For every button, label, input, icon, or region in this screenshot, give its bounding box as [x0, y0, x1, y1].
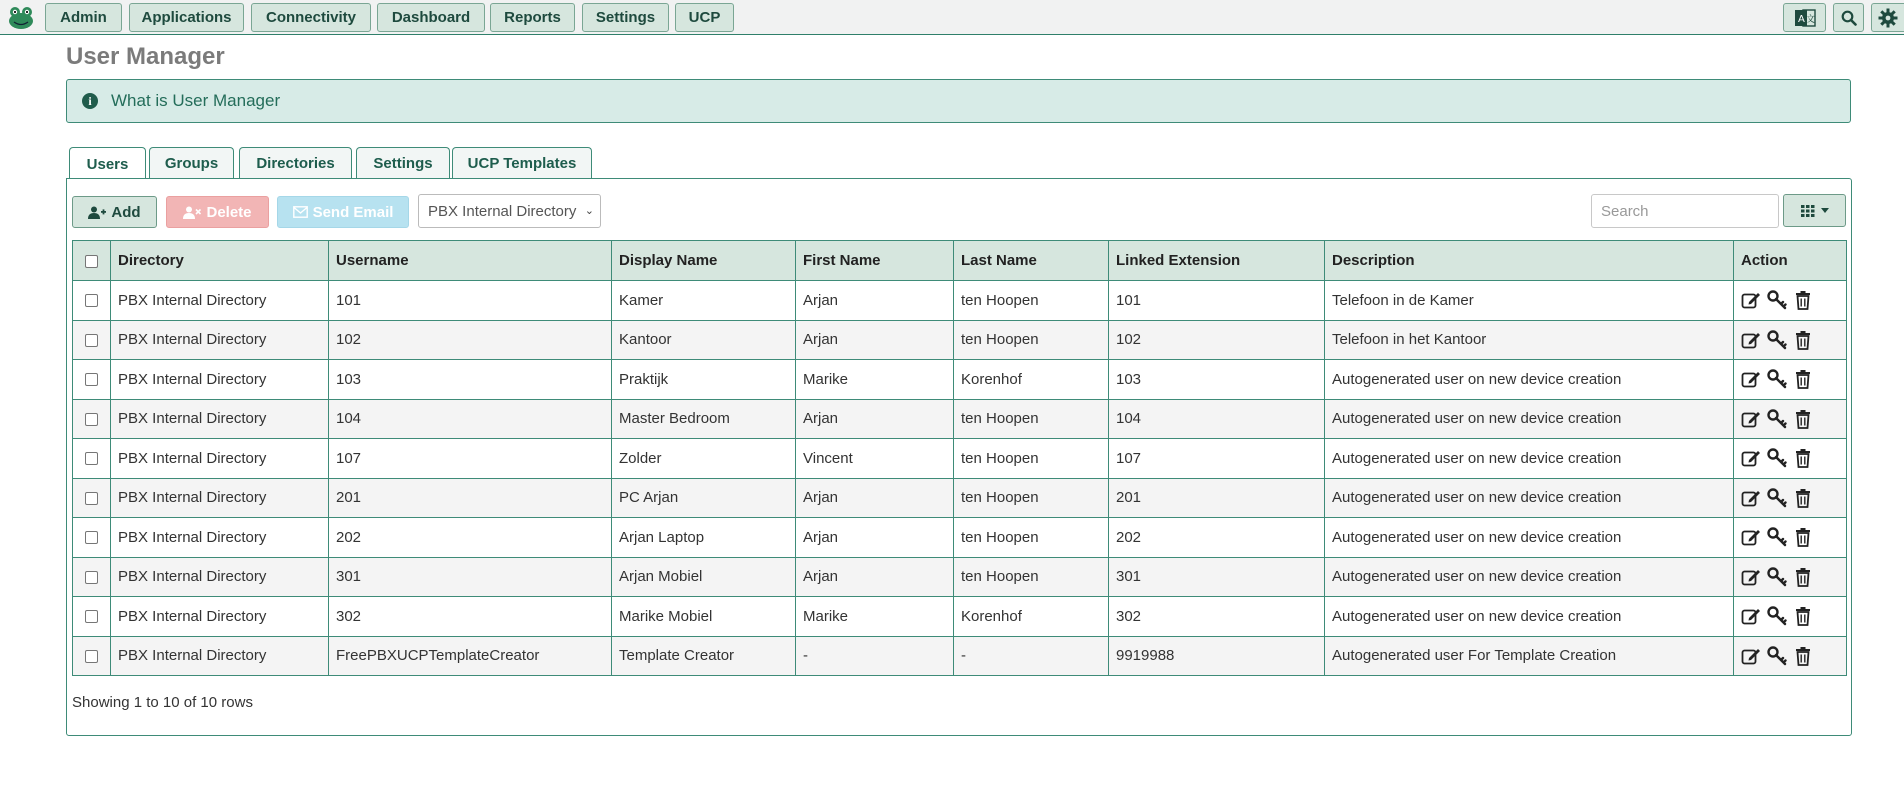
nav-ucp[interactable]: UCP: [675, 3, 734, 32]
row-checkbox[interactable]: [85, 531, 98, 544]
cell-extension: 104: [1109, 399, 1325, 439]
cell-directory: PBX Internal Directory: [111, 439, 329, 479]
table-row[interactable]: [73, 636, 1847, 676]
cell-actions: [1734, 281, 1847, 321]
table-header-row: [73, 241, 1847, 281]
cell-directory: PBX Internal Directory: [111, 478, 329, 518]
cell-description: Autogenerated user on new device creation: [1325, 597, 1734, 637]
row-select-cell: [73, 360, 111, 400]
key-icon[interactable]: [1767, 646, 1787, 666]
send-email-button[interactable]: [277, 196, 409, 228]
row-select-cell: [73, 399, 111, 439]
cell-description: Telefoon in de Kamer: [1325, 281, 1734, 321]
cell-display-name: Arjan Mobiel: [612, 557, 796, 597]
row-select-cell: [73, 636, 111, 676]
info-text[interactable]: What is User Manager: [111, 91, 281, 110]
cell-actions: [1734, 478, 1847, 518]
table-row[interactable]: [73, 597, 1847, 637]
tab-users[interactable]: Users: [69, 147, 146, 180]
language-icon: [1794, 9, 1816, 27]
cell-description: Autogenerated user For Template Creation: [1325, 636, 1734, 676]
cell-first-name: Arjan: [796, 518, 954, 558]
cell-directory: PBX Internal Directory: [111, 557, 329, 597]
cell-last-name: ten Hoopen: [954, 518, 1109, 558]
cell-first-name: Arjan: [796, 399, 954, 439]
column-header-first-name[interactable]: First Name: [796, 241, 954, 281]
gear-icon: [1878, 8, 1898, 28]
table-row[interactable]: [73, 360, 1847, 400]
key-icon[interactable]: [1767, 488, 1787, 508]
info-icon: i: [82, 93, 98, 109]
edit-icon[interactable]: [1741, 409, 1761, 429]
cell-display-name: Praktijk: [612, 360, 796, 400]
edit-icon[interactable]: [1741, 606, 1761, 626]
cell-extension: 102: [1109, 320, 1325, 360]
svg-text:A: A: [1797, 13, 1805, 25]
table-row[interactable]: [73, 439, 1847, 479]
cell-display-name: Template Creator: [612, 636, 796, 676]
edit-icon[interactable]: [1741, 527, 1761, 547]
cell-first-name: Arjan: [796, 281, 954, 321]
nav-connectivity[interactable]: Connectivity: [251, 3, 371, 32]
edit-icon[interactable]: [1741, 488, 1761, 508]
trash-icon[interactable]: [1793, 369, 1813, 389]
select-all-checkbox[interactable]: [85, 255, 98, 268]
cell-display-name: PC Arjan: [612, 478, 796, 518]
cell-last-name: -: [954, 636, 1109, 676]
trash-icon[interactable]: [1793, 567, 1813, 587]
cell-extension: 107: [1109, 439, 1325, 479]
svg-text:文: 文: [1805, 14, 1815, 25]
cell-last-name: ten Hoopen: [954, 281, 1109, 321]
tab-settings[interactable]: Settings: [356, 147, 450, 179]
cell-username: FreePBXUCPTemplateCreator: [329, 636, 612, 676]
nav-reports[interactable]: Reports: [490, 3, 575, 32]
cell-extension: 201: [1109, 478, 1325, 518]
row-select-cell: [73, 597, 111, 637]
table-row[interactable]: [73, 518, 1847, 558]
key-icon[interactable]: [1767, 330, 1787, 350]
search-input[interactable]: [1591, 194, 1779, 228]
trash-icon[interactable]: [1793, 290, 1813, 310]
cell-display-name: Zolder: [612, 439, 796, 479]
row-select-cell: [73, 320, 111, 360]
row-select-cell: [73, 439, 111, 479]
row-select-cell: [73, 518, 111, 558]
table-row[interactable]: [73, 320, 1847, 360]
grid-icon: [1801, 205, 1815, 217]
settings-button[interactable]: [1871, 3, 1904, 32]
cell-directory: PBX Internal Directory: [111, 597, 329, 637]
cell-extension: 101: [1109, 281, 1325, 321]
column-header-last-name[interactable]: Last Name: [954, 241, 1109, 281]
key-icon[interactable]: [1767, 527, 1787, 547]
table-row[interactable]: [73, 399, 1847, 439]
edit-icon[interactable]: [1741, 567, 1761, 587]
cell-directory: PBX Internal Directory: [111, 360, 329, 400]
trash-icon[interactable]: [1793, 527, 1813, 547]
row-checkbox[interactable]: [85, 413, 98, 426]
cell-description: Autogenerated user on new device creation: [1325, 360, 1734, 400]
columns-toggle-button[interactable]: [1783, 194, 1846, 227]
envelope-icon: [293, 206, 308, 218]
row-checkbox[interactable]: [85, 571, 98, 584]
key-icon[interactable]: [1767, 369, 1787, 389]
cell-username: 107: [329, 439, 612, 479]
cell-display-name: Kantoor: [612, 320, 796, 360]
row-checkbox[interactable]: [85, 492, 98, 505]
nav-settings[interactable]: Settings: [582, 3, 669, 32]
column-header-username[interactable]: Username: [329, 241, 612, 281]
trash-icon[interactable]: [1793, 488, 1813, 508]
cell-last-name: ten Hoopen: [954, 399, 1109, 439]
add-user-button[interactable]: [72, 196, 157, 228]
key-icon[interactable]: [1767, 567, 1787, 587]
send-email-label: Send Email: [312, 203, 394, 221]
table-row[interactable]: [73, 478, 1847, 518]
column-header-display-name[interactable]: Display Name: [612, 241, 796, 281]
key-icon[interactable]: [1767, 448, 1787, 468]
frog-logo-icon[interactable]: [6, 4, 36, 31]
key-icon[interactable]: [1767, 606, 1787, 626]
cell-description: Autogenerated user on new device creation: [1325, 557, 1734, 597]
row-checkbox[interactable]: [85, 294, 98, 307]
cell-first-name: -: [796, 636, 954, 676]
search-button[interactable]: [1833, 3, 1864, 32]
directory-select-value: PBX Internal Directory: [428, 202, 577, 220]
edit-icon[interactable]: [1741, 448, 1761, 468]
caret-down-icon: [1821, 208, 1829, 213]
cell-username: 302: [329, 597, 612, 637]
users-table: [72, 240, 1847, 676]
nav-admin[interactable]: Admin: [45, 3, 122, 32]
tab-ucp-templates[interactable]: UCP Templates: [452, 147, 592, 179]
row-checkbox[interactable]: [85, 334, 98, 347]
cell-last-name: ten Hoopen: [954, 439, 1109, 479]
chevron-down-icon: ⌄: [584, 205, 594, 217]
cell-actions: [1734, 518, 1847, 558]
cell-first-name: Marike: [796, 597, 954, 637]
tab-groups[interactable]: Groups: [149, 147, 234, 179]
cell-first-name: Arjan: [796, 557, 954, 597]
edit-icon[interactable]: [1741, 369, 1761, 389]
cell-directory: PBX Internal Directory: [111, 320, 329, 360]
cell-username: 202: [329, 518, 612, 558]
cell-actions: [1734, 439, 1847, 479]
cell-description: Autogenerated user on new device creation: [1325, 439, 1734, 479]
edit-icon[interactable]: [1741, 330, 1761, 350]
cell-extension: 202: [1109, 518, 1325, 558]
nav-applications[interactable]: Applications: [129, 3, 244, 32]
cell-display-name: Marike Mobiel: [612, 597, 796, 637]
cell-last-name: ten Hoopen: [954, 478, 1109, 518]
user-plus-icon: [88, 206, 106, 219]
row-select-cell: [73, 557, 111, 597]
select-all-cell: [73, 241, 111, 281]
cell-username: 104: [329, 399, 612, 439]
cell-first-name: Vincent: [796, 439, 954, 479]
cell-first-name: Arjan: [796, 320, 954, 360]
cell-description: Autogenerated user on new device creation: [1325, 478, 1734, 518]
cell-first-name: Arjan: [796, 478, 954, 518]
cell-username: 201: [329, 478, 612, 518]
row-select-cell: [73, 281, 111, 321]
delete-user-label: Delete: [206, 203, 252, 221]
edit-icon[interactable]: [1741, 646, 1761, 666]
cell-extension: 103: [1109, 360, 1325, 400]
table-row[interactable]: [73, 557, 1847, 597]
cell-directory: PBX Internal Directory: [111, 399, 329, 439]
cell-username: 103: [329, 360, 612, 400]
page-title: User Manager: [66, 43, 225, 70]
cell-first-name: Marike: [796, 360, 954, 400]
cell-actions: [1734, 557, 1847, 597]
cell-display-name: Kamer: [612, 281, 796, 321]
cell-extension: 9919988: [1109, 636, 1325, 676]
row-select-cell: [73, 478, 111, 518]
cell-actions: [1734, 320, 1847, 360]
row-checkbox[interactable]: [85, 373, 98, 386]
trash-icon[interactable]: [1793, 646, 1813, 666]
cell-actions: [1734, 399, 1847, 439]
trash-icon[interactable]: [1793, 606, 1813, 626]
cell-directory: PBX Internal Directory: [111, 281, 329, 321]
column-header-description[interactable]: Description: [1325, 241, 1734, 281]
cell-description: Telefoon in het Kantoor: [1325, 320, 1734, 360]
cell-username: 102: [329, 320, 612, 360]
cell-last-name: Korenhof: [954, 597, 1109, 637]
column-header-action: Action: [1734, 241, 1847, 281]
users-table-body: [73, 281, 1847, 676]
language-button[interactable]: [1783, 3, 1826, 32]
cell-extension: 301: [1109, 557, 1325, 597]
cell-description: Autogenerated user on new device creation: [1325, 399, 1734, 439]
trash-icon[interactable]: [1793, 448, 1813, 468]
trash-icon[interactable]: [1793, 409, 1813, 429]
cell-description: Autogenerated user on new device creation: [1325, 518, 1734, 558]
pagination-info: Showing 1 to 10 of 10 rows: [72, 694, 253, 711]
cell-extension: 302: [1109, 597, 1325, 637]
column-header-directory[interactable]: Directory: [111, 241, 329, 281]
user-times-icon: [183, 206, 201, 219]
cell-directory: PBX Internal Directory: [111, 518, 329, 558]
row-checkbox[interactable]: [85, 650, 98, 663]
cell-last-name: ten Hoopen: [954, 320, 1109, 360]
cell-last-name: Korenhof: [954, 360, 1109, 400]
cell-username: 101: [329, 281, 612, 321]
key-icon[interactable]: [1767, 409, 1787, 429]
directory-select[interactable]: [418, 194, 601, 228]
cell-last-name: ten Hoopen: [954, 557, 1109, 597]
cell-actions: [1734, 597, 1847, 637]
info-banner[interactable]: [66, 79, 1851, 123]
key-icon[interactable]: [1767, 290, 1787, 310]
nav-dashboard[interactable]: Dashboard: [377, 3, 485, 32]
top-navbar: [0, 0, 1904, 35]
cell-display-name: Arjan Laptop: [612, 518, 796, 558]
row-checkbox[interactable]: [85, 452, 98, 465]
add-user-label: Add: [111, 203, 141, 221]
row-checkbox[interactable]: [85, 610, 98, 623]
edit-icon[interactable]: [1741, 290, 1761, 310]
search-icon: [1841, 10, 1857, 26]
cell-actions: [1734, 360, 1847, 400]
cell-directory: PBX Internal Directory: [111, 636, 329, 676]
delete-user-button[interactable]: [166, 196, 269, 228]
cell-username: 301: [329, 557, 612, 597]
cell-display-name: Master Bedroom: [612, 399, 796, 439]
column-header-linked-extension[interactable]: Linked Extension: [1109, 241, 1325, 281]
trash-icon[interactable]: [1793, 330, 1813, 350]
cell-actions: [1734, 636, 1847, 676]
table-row[interactable]: [73, 281, 1847, 321]
tab-directories[interactable]: Directories: [239, 147, 352, 179]
